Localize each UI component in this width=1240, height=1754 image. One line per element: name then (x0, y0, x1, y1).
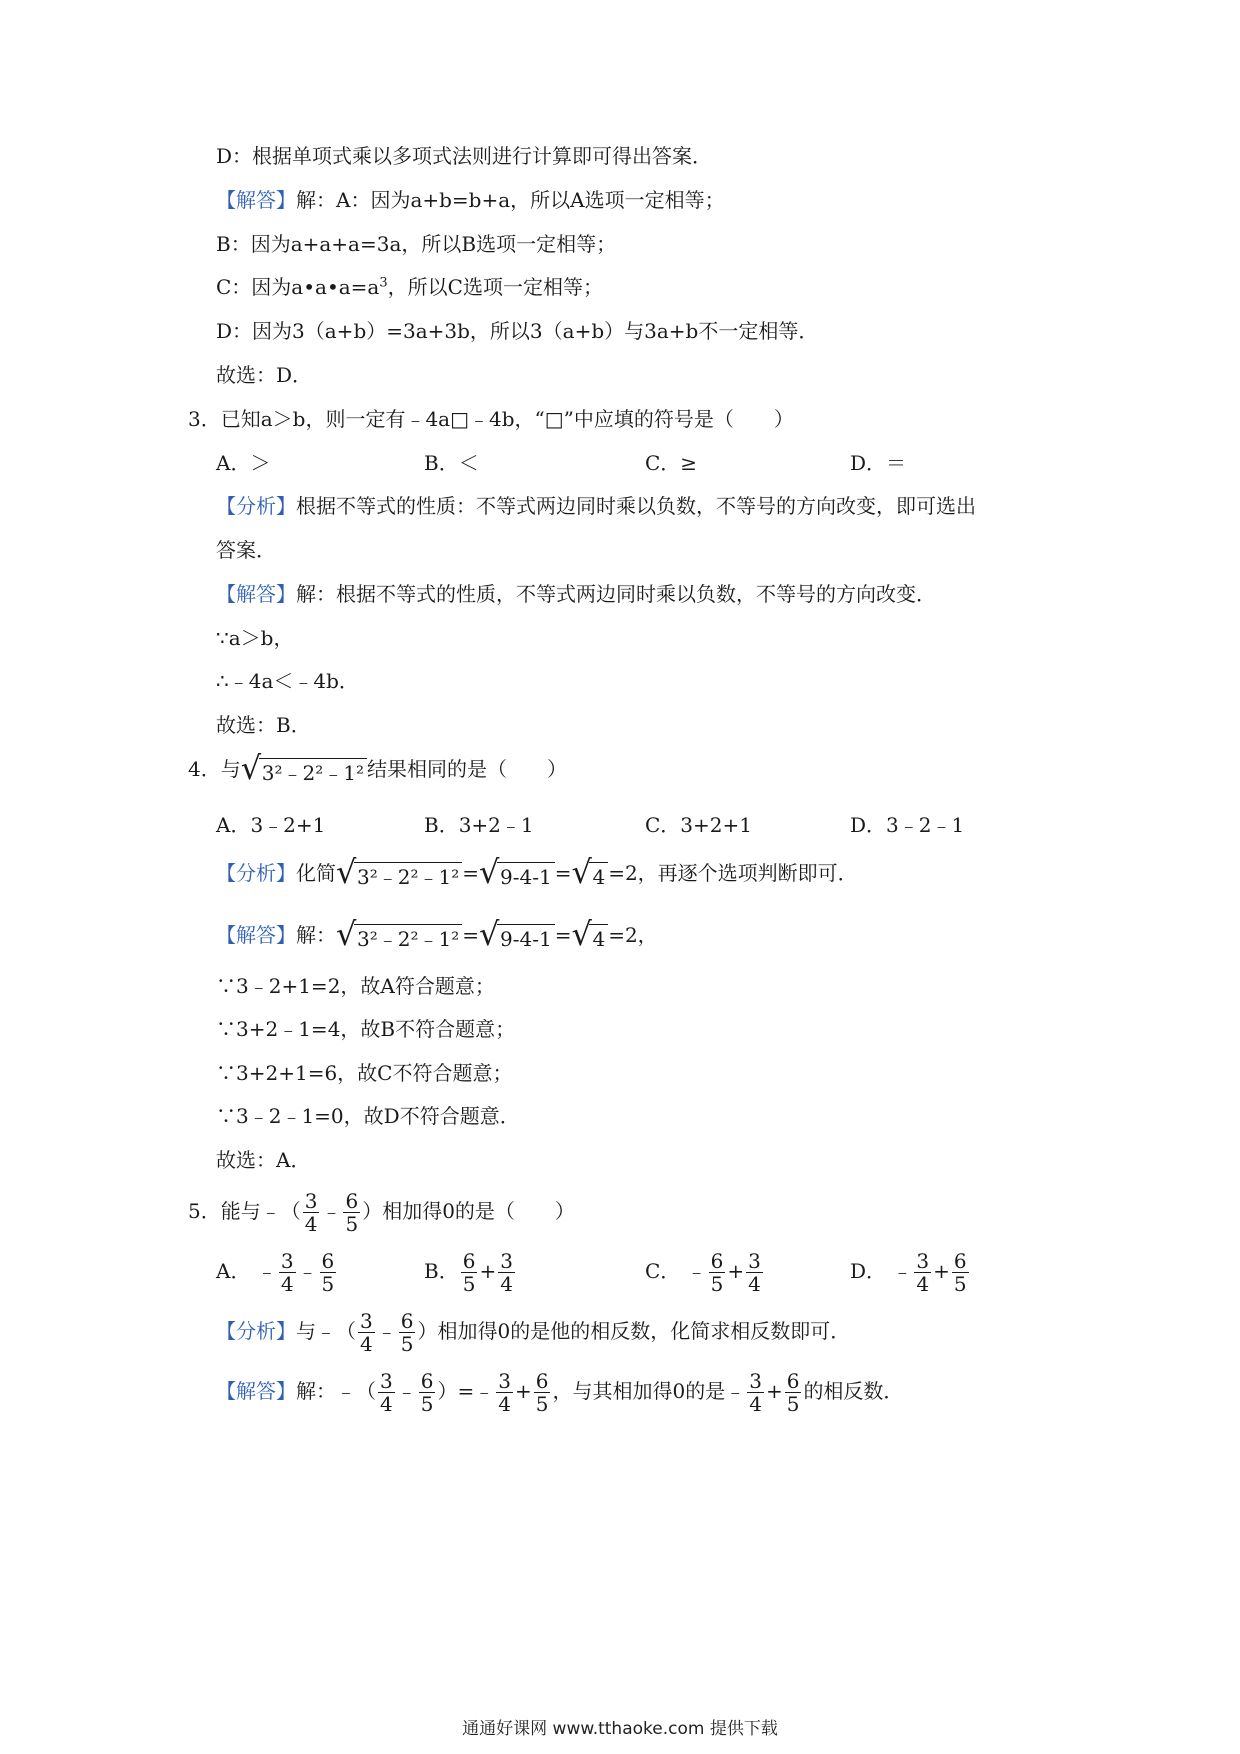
answer-tag: 【解答】 (216, 923, 296, 947)
fraction: $\frac{3}{4}$ (749, 1369, 762, 1416)
radical: √ 9-4-1 (479, 858, 555, 891)
analysis-tag: 【分析】 (216, 1319, 296, 1343)
equals: = (462, 923, 479, 947)
radicand: 3²﹣2²﹣1² (259, 758, 367, 787)
radicand: 4 (589, 862, 608, 891)
question-stem (188, 749, 567, 787)
radical: √ 3²﹣2²﹣1² (336, 858, 462, 891)
analysis-line: 【分析】与﹣（ $\frac{3}{4}$ ﹣ $\frac{6}{5}$ ）相加得0的是他的相反数，化简求相反数即可． (216, 1309, 851, 1356)
option-d: D． ﹣ $\frac{3}{4}$ + $\frac{6}{5}$ (850, 1249, 967, 1296)
choice-line: 故选：A． (216, 1148, 311, 1172)
stem-pre: 5．能与﹣（ (188, 1199, 301, 1223)
analysis-tag: 【分析】 (216, 494, 296, 518)
answer-line (216, 915, 658, 953)
stem-post: 结果相同的是（ ） (366, 757, 567, 781)
stem-post: ）相加得0的是（ ） (362, 1199, 575, 1223)
fraction: $\frac{6}{5}$ (400, 1309, 414, 1356)
equals: = (554, 923, 572, 947)
superscript: 3 (379, 275, 388, 291)
analysis-line (216, 853, 858, 891)
step-line: ∴﹣4a＜﹣4b． (216, 669, 359, 693)
step-line: ∵a＞b， (216, 626, 294, 650)
answer-line: 【解答】解：﹣（ $\frac{3}{4}$ ﹣ $\frac{6}{5}$ ）=﹣ $\frac{3}{4}$ + $\frac{6}{5}$ ，与其相加得0的是﹣ $\frac{3}{4}$ + $\frac{6}{5}$ 的相反数． (216, 1369, 904, 1416)
fraction: $\frac{6}{5}$ (420, 1369, 434, 1416)
option-c: C．3+2+1 (645, 813, 752, 837)
answer-text: 解：A：因为a+b=b+a，所以A选项一定相等； (296, 188, 725, 212)
page-footer: 通通好课网 www.tthaoke.com 提供下载 (462, 1719, 778, 1739)
answer-text: 解： (296, 923, 336, 947)
fraction: $\frac{3}{4}$ (380, 1369, 393, 1416)
equals: = (554, 861, 572, 885)
fraction: $\frac{6}{5}$ (535, 1369, 549, 1416)
text-line: D：根据单项式乘以多项式法则进行计算即可得出答案． (216, 144, 713, 168)
text-part: C：因为a•a•a=a (216, 275, 380, 299)
stem-pre: 4．与 (188, 757, 241, 781)
step-line: ∵3﹣2﹣1=0，故D不符合题意． (216, 1104, 520, 1128)
answer-line (216, 186, 725, 214)
option-d: D．3﹣2﹣1 (850, 813, 965, 837)
answer-text: 解：根据不等式的性质，不等式两边同时乘以负数，不等号的方向改变． (296, 582, 936, 606)
fraction: $\frac{6}{5}$ (786, 1369, 800, 1416)
text-line: D：因为3（a+b）=3a+3b，所以3（a+b）与3a+b不一定相等． (216, 319, 819, 343)
analysis-tag: 【分析】 (216, 861, 296, 885)
analysis-line: 答案． (216, 538, 276, 562)
option-d: D．＝ (850, 451, 907, 475)
choice-line: 故选：D． (216, 363, 313, 387)
analysis-text: 化简 (296, 861, 336, 885)
answer-tag: 【解答】 (216, 1379, 296, 1403)
fraction: $\frac{3}{4}$ (498, 1369, 511, 1416)
radical: √ 9-4-1 (479, 920, 555, 953)
answer-text: =2， (608, 923, 658, 947)
equals: = (462, 861, 479, 885)
text-line: B：因为a+a+a=3a，所以B选项一定相等； (216, 232, 617, 256)
radical: √ 3²﹣2²﹣1² (241, 754, 367, 787)
analysis-line (216, 492, 976, 520)
choice-line: 故选：B． (216, 713, 311, 737)
option-a: A． ﹣ $\frac{3}{4}$ ﹣ $\frac{6}{5}$ (216, 1249, 335, 1296)
analysis-text: 根据不等式的性质：不等式两边同时乘以负数，不等号的方向改变，即可选出 (296, 494, 976, 518)
option-c: C．≥ (645, 451, 698, 475)
option-b: B．3+2﹣1 (424, 813, 534, 837)
answer-tag: 【解答】 (216, 582, 296, 606)
analysis-text: =2，再逐个选项判断即可． (608, 861, 858, 885)
option-a: A．＞ (216, 451, 271, 475)
option-a: A．3﹣2+1 (216, 813, 326, 837)
step-line: ∵3+2﹣1=4，故B不符合题意； (216, 1017, 516, 1041)
fraction: $\frac{3}{4}$ (304, 1189, 318, 1236)
radical: √ 3²﹣2²﹣1² (336, 920, 462, 953)
fraction: $\frac{6}{5}$ (345, 1189, 359, 1236)
option-b: B．＜ (424, 451, 479, 475)
radicand: 9-4-1 (497, 862, 555, 891)
radicand: 4 (589, 924, 608, 953)
text-line (216, 273, 603, 301)
option-b: B． $\frac{6}{5}$ + $\frac{3}{4}$ (424, 1249, 513, 1296)
option-c: C． ﹣ $\frac{6}{5}$ + $\frac{3}{4}$ (645, 1249, 761, 1296)
radical: √ 4 (571, 858, 608, 891)
question-stem: 5．能与﹣（ $\frac{3}{4}$ ﹣ $\frac{6}{5}$ ）相加得0的是（ ） (188, 1189, 575, 1236)
radicand: 3²﹣2²﹣1² (354, 862, 462, 891)
answer-tag: 【解答】 (216, 188, 296, 212)
fraction: $\frac{3}{4}$ (360, 1309, 373, 1356)
step-line: ∵3﹣2+1=2，故A符合题意； (216, 974, 495, 998)
answer-line (216, 580, 936, 608)
radicand: 3²﹣2²﹣1² (354, 924, 462, 953)
radical: √ 4 (571, 920, 608, 953)
radicand: 9-4-1 (497, 924, 555, 953)
text-part: ，所以C选项一定相等； (387, 275, 603, 299)
question-stem: 3．已知a＞b，则一定有﹣4a□﹣4b，“□”中应填的符号是（ ） (188, 407, 794, 431)
step-line: ∵3+2+1=6，故C不符合题意； (216, 1061, 513, 1085)
